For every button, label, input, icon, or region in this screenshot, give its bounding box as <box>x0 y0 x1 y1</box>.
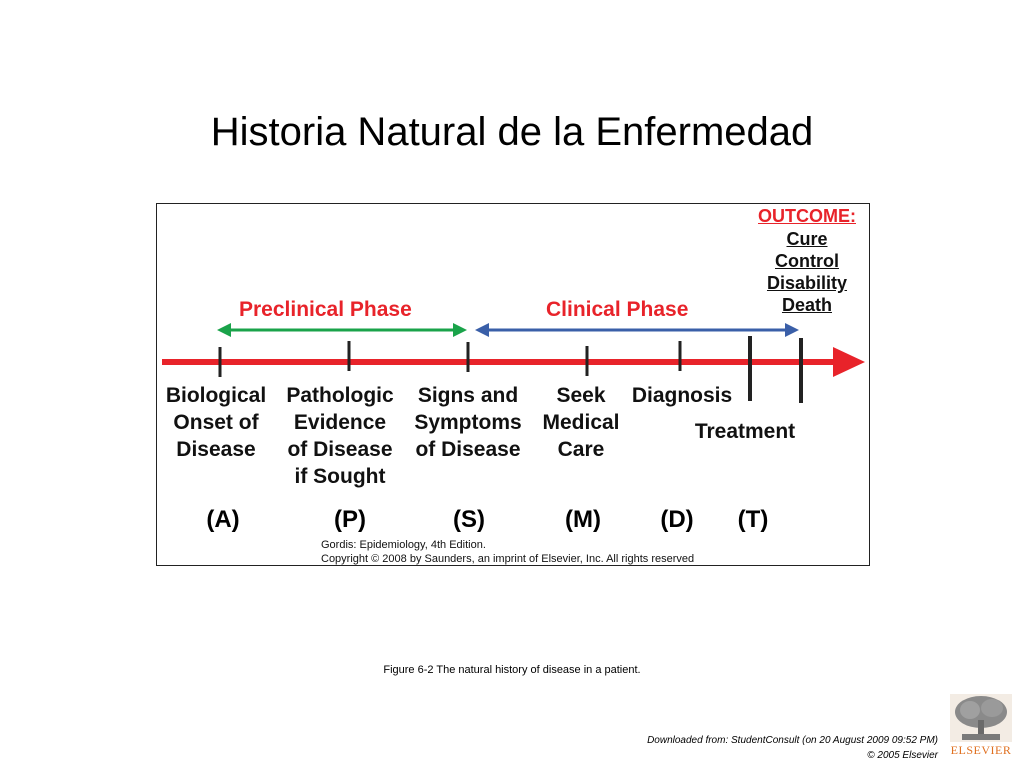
stage-line: Disease <box>176 438 256 461</box>
stage-line: if Sought <box>294 465 386 488</box>
preclinical-arrowhead-right <box>453 323 467 337</box>
stage-line: Signs and <box>417 384 519 407</box>
stage-line: Biological <box>165 384 267 407</box>
outcome-item: Cure <box>786 229 828 249</box>
clinical-arrowhead-left <box>475 323 489 337</box>
figure-credit-source: Gordis: Epidemiology, 4th Edition. <box>321 539 486 551</box>
stage-line: Evidence <box>293 411 387 434</box>
stage-line: Diagnosis <box>631 384 733 407</box>
slide-title: Historia Natural de la Enfermedad <box>210 110 814 154</box>
timeline-arrowhead <box>833 347 865 377</box>
stage-line: Medical <box>542 411 620 434</box>
stage-code-a: (A) <box>206 506 240 533</box>
clinical-phase-label: Clinical Phase <box>546 298 689 321</box>
stage-code-p: (P) <box>334 506 366 533</box>
figure-credit-copyright: Copyright © 2008 by Saunders, an imprint of Elsevier, Inc. All rights reserved <box>321 553 695 565</box>
stage-line: Symptoms <box>414 411 522 434</box>
stage-code-s: (S) <box>453 506 485 533</box>
stage-line: of Disease <box>415 438 521 461</box>
stage-label-m <box>533 382 629 463</box>
stage-line: Care <box>557 438 605 461</box>
preclinical-arrowhead-left <box>217 323 231 337</box>
footer-downloaded: Downloaded from: StudentConsult (on 20 August 2009 09:52 PM) <box>647 735 938 746</box>
outcome-item: Death <box>781 295 832 315</box>
stage-label-s <box>405 382 531 463</box>
stage-line: Treatment <box>694 420 796 443</box>
outcome-heading: OUTCOME: <box>758 206 856 226</box>
preclinical-phase-label: Preclinical Phase <box>239 298 412 321</box>
clinical-arrowhead-right <box>785 323 799 337</box>
stage-label-p <box>277 382 403 490</box>
figure-caption: Figure 6-2 The natural history of disease in a patient. <box>383 664 641 676</box>
natural-history-diagram <box>156 203 870 566</box>
stage-line: Seek <box>556 384 606 407</box>
stage-line: of Disease <box>287 438 393 461</box>
stage-label-a <box>157 382 275 463</box>
stage-label-d <box>625 382 739 409</box>
stage-line: Pathologic <box>286 384 394 407</box>
footer-copyright: © 2005 Elsevier <box>867 750 938 761</box>
outcome-item: Disability <box>766 273 848 293</box>
elsevier-logo-text: ELSEVIER <box>950 743 1012 757</box>
stage-line: Onset of <box>173 411 259 434</box>
stage-code-m: (M) <box>565 506 601 533</box>
outcome-item: Control <box>775 251 839 271</box>
stage-label-t <box>685 418 805 445</box>
stage-code-d: (D) <box>660 506 694 533</box>
stage-code-t: (T) <box>737 506 769 533</box>
outcome-box <box>745 204 869 316</box>
